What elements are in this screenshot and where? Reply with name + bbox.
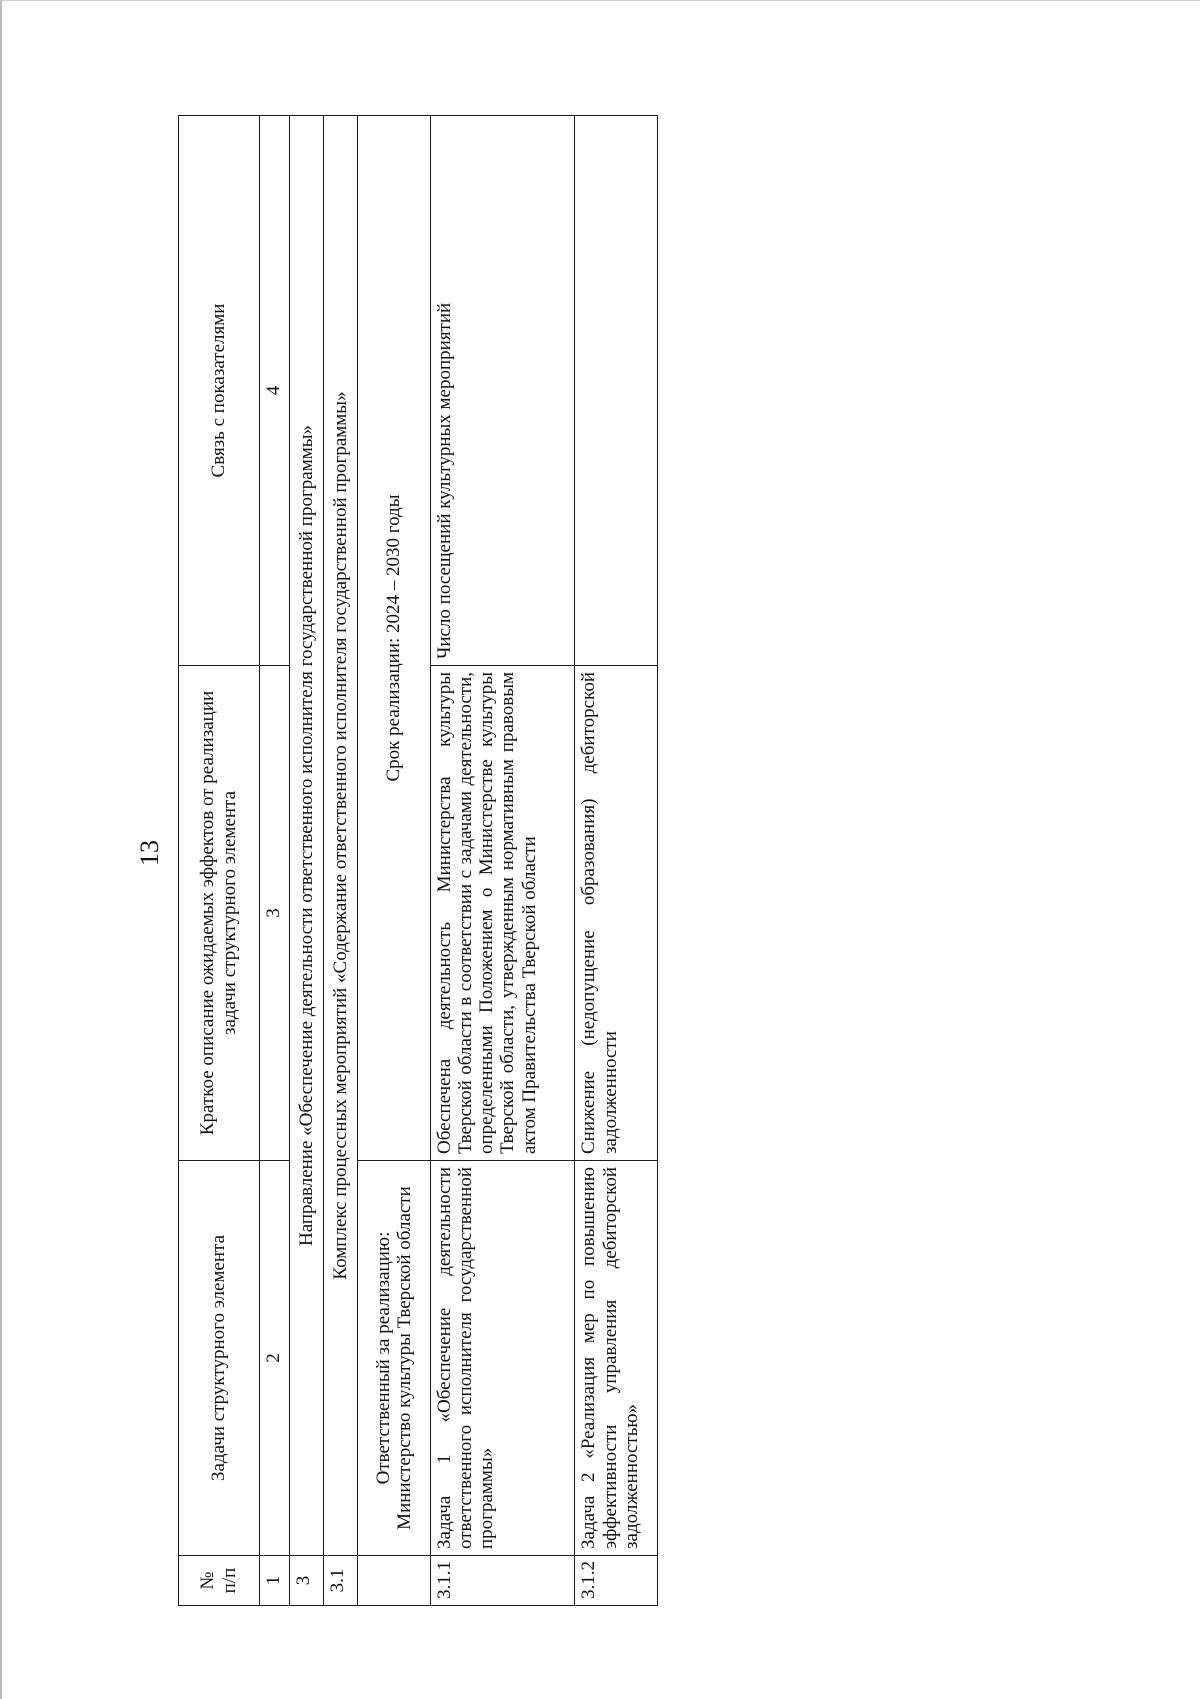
row-effect: Обеспечена деятельность Министерства культуры Тверской области в соответствии с задачами деятельности, определенными Положением о Министерстве культуры Тверской области, утвержденным нормативным правовым актом Правительства Тверской области (430, 666, 575, 1161)
page-number: 13 (135, 840, 164, 866)
row-num: 3.1.2 (575, 1556, 658, 1606)
header-num: № п/п (179, 1556, 260, 1606)
header-link: Связь с показателями (179, 116, 260, 666)
table-row (430, 116, 575, 1606)
responsible-empty-cell (358, 1556, 430, 1606)
column-number: 3 (259, 666, 289, 1161)
header-effects: Краткое описание ожидаемых эффектов от реализации задачи структурного элемента (179, 666, 260, 1161)
column-number: 2 (259, 1161, 289, 1556)
direction-title: Направление «Обеспечение деятельности ответственного исполнителя государственной программы» (289, 116, 323, 1556)
responsible-cell (358, 1161, 430, 1556)
column-number: 1 (259, 1556, 289, 1606)
responsible-label: Ответственный за реализацию: (372, 1231, 394, 1485)
table-row (575, 116, 658, 1606)
complex-num: 3.1 (323, 1556, 357, 1606)
row-effect: Снижение (недопущение образования) дебиторской задолженности (575, 666, 658, 1161)
implementation-period: Срок реализации: 2024 – 2030 годы (358, 116, 430, 1161)
row-link: Число посещений культурных мероприятий (430, 116, 575, 666)
row-link (575, 116, 658, 666)
row-task: Задача 1 «Обеспечение деятельности ответственного исполнителя государственной программы» (430, 1161, 575, 1556)
rotated-table-frame (178, 116, 658, 1606)
scan-edge-top (0, 0, 1200, 1)
header-tasks: Задачи структурного элемента (179, 1161, 260, 1556)
complex-title: Комплекс процессных мероприятий «Содержание ответственного исполнителя государственной программы» (323, 116, 357, 1556)
row-num: 3.1.1 (430, 1556, 575, 1606)
direction-row (289, 116, 323, 1606)
responsible-row (358, 116, 430, 1606)
structural-elements-table (178, 115, 658, 1606)
row-task: Задача 2 «Реализация мер по повышению эффективности управления дебиторской задолженностью» (575, 1161, 658, 1556)
column-number: 4 (259, 116, 289, 666)
responsible-org: Министерство культуры Тверской области (393, 1186, 415, 1530)
table-header-row (179, 116, 260, 1606)
direction-num: 3 (289, 1556, 323, 1606)
complex-row (323, 116, 357, 1606)
column-number-row (259, 116, 289, 1606)
scan-edge (0, 0, 2, 1699)
